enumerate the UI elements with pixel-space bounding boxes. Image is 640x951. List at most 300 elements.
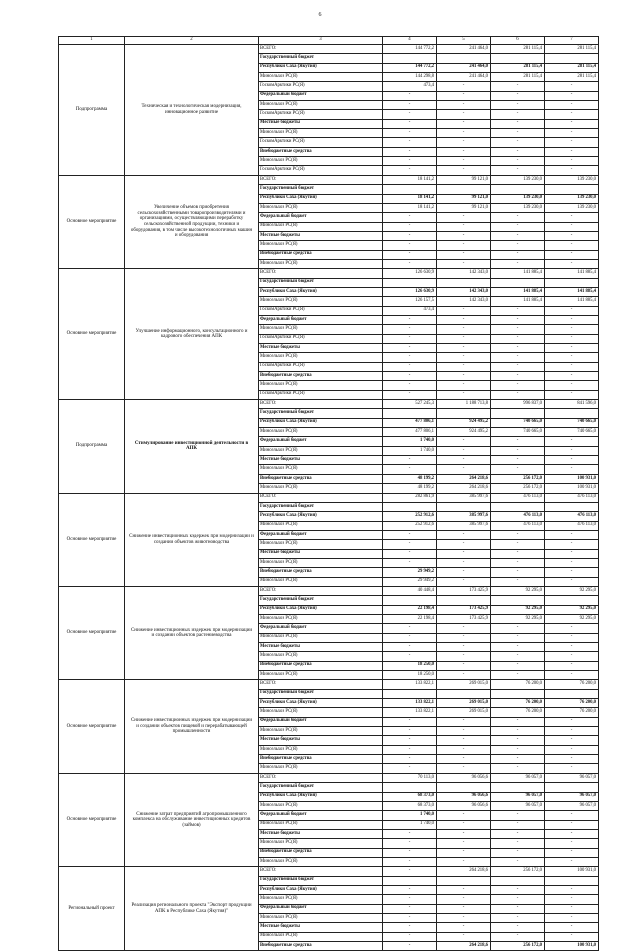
amount-cell: 173 425,9 [437, 605, 491, 614]
amount-cell: - [491, 558, 545, 567]
amount-cell: 142 343,0 [437, 269, 491, 278]
table-row [59, 680, 599, 689]
amount-cell [545, 54, 599, 63]
amount-cell: - [383, 166, 437, 175]
funding-source-label: Минсельхоз РС(Я) [259, 652, 383, 661]
block-type: Основное мероприятие [59, 175, 125, 268]
amount-cell: - [383, 101, 437, 110]
amount-cell: - [491, 848, 545, 857]
amount-cell: - [491, 213, 545, 222]
amount-cell: - [437, 138, 491, 147]
amount-cell: 18 141,2 [383, 194, 437, 203]
amount-cell: - [491, 530, 545, 539]
amount-cell: 256 172,0 [491, 484, 545, 493]
amount-cell: 29 949,2 [383, 568, 437, 577]
amount-cell: 385 997,6 [437, 493, 491, 502]
amount-cell: - [437, 839, 491, 848]
amount-cell [437, 54, 491, 63]
funding-source-label: Внебюджетные средства [259, 942, 383, 951]
amount-cell: - [491, 231, 545, 240]
amount-cell: - [383, 213, 437, 222]
funding-source-label: Государственный бюджет [259, 783, 383, 792]
amount-cell: - [437, 334, 491, 343]
funding-source-label: Минсельхоз РС(Я) [259, 913, 383, 922]
amount-cell: - [437, 250, 491, 259]
funding-source-label: Минсельхоз РС(Я) [259, 101, 383, 110]
amount-cell: 76 200,0 [545, 708, 599, 717]
block-type: Региональный проект [59, 867, 125, 951]
amount-cell: 29 949,2 [383, 577, 437, 586]
funding-source-label: ВСЕГО: [259, 45, 383, 54]
amount-cell: - [437, 119, 491, 128]
amount-cell: 100 931,0 [545, 942, 599, 951]
funding-source-label: Государственный бюджет [259, 876, 383, 885]
amount-cell: - [383, 110, 437, 119]
amount-cell: - [545, 558, 599, 567]
amount-cell: - [383, 334, 437, 343]
column-number: 2 [125, 37, 259, 45]
amount-cell: 96 056,6 [437, 792, 491, 801]
amount-cell: - [437, 736, 491, 745]
amount-cell: - [545, 157, 599, 166]
amount-cell: - [491, 820, 545, 829]
amount-cell: 68 373,0 [383, 792, 437, 801]
amount-cell: - [491, 652, 545, 661]
amount-cell: - [491, 745, 545, 754]
funding-source-label: Минсельхоз РС(Я) [259, 428, 383, 437]
amount-cell: 92 295,0 [545, 586, 599, 595]
amount-cell: 96 056,6 [437, 801, 491, 810]
amount-cell: 76 200,0 [491, 708, 545, 717]
amount-cell: - [437, 549, 491, 558]
amount-cell: - [383, 727, 437, 736]
amount-cell: - [545, 568, 599, 577]
amount-cell: 281 115,4 [491, 45, 545, 54]
amount-cell: - [383, 624, 437, 633]
amount-cell: - [437, 558, 491, 567]
amount-cell: - [437, 727, 491, 736]
funding-source-label: Минсельхоз РС(Я) [259, 129, 383, 138]
amount-cell: - [383, 932, 437, 941]
amount-cell: 282 861,9 [383, 493, 437, 502]
amount-cell: - [437, 745, 491, 754]
amount-cell: - [491, 315, 545, 324]
amount-cell: - [383, 764, 437, 773]
funding-source-label: Минсельхоз РС(Я) [259, 297, 383, 306]
amount-cell: - [491, 736, 545, 745]
amount-cell: - [383, 353, 437, 362]
amount-cell: - [545, 465, 599, 474]
amount-cell: 18 141,2 [383, 203, 437, 212]
amount-cell: - [491, 923, 545, 932]
amount-cell: 100 931,0 [545, 867, 599, 876]
amount-cell: - [491, 727, 545, 736]
amount-cell: 281 115,4 [545, 45, 599, 54]
amount-cell: 281 115,4 [491, 73, 545, 82]
funding-source-label: ВСЕГО: [259, 773, 383, 782]
amount-cell: - [545, 624, 599, 633]
amount-cell: 76 200,0 [545, 680, 599, 689]
amount-cell: - [491, 91, 545, 100]
funding-source-label: Федеральный бюджет [259, 213, 383, 222]
amount-cell [383, 409, 437, 418]
amount-cell: - [383, 381, 437, 390]
column-number-row [59, 37, 599, 45]
amount-cell: - [491, 334, 545, 343]
amount-cell: 385 997,6 [437, 521, 491, 530]
amount-cell: - [545, 671, 599, 680]
amount-cell: 281 115,4 [491, 63, 545, 72]
amount-cell: - [383, 904, 437, 913]
funding-source-label: Республики Саха (Якутия) [259, 792, 383, 801]
amount-cell: - [491, 325, 545, 334]
amount-cell: - [383, 91, 437, 100]
block-name: Снижение инвестиционных кэдержек при модернизации и создании объектов животноводства [125, 493, 259, 586]
amount-cell: - [491, 101, 545, 110]
amount-cell [437, 876, 491, 885]
amount-cell: 1 740,0 [383, 437, 437, 446]
amount-cell: 256 172,0 [491, 474, 545, 483]
amount-cell: - [437, 456, 491, 465]
block-name: Улучшение информационного, консультационного и кадрового обеспечения АПК [125, 269, 259, 400]
funding-source-label: ВСЕГО: [259, 269, 383, 278]
amount-cell: - [383, 643, 437, 652]
amount-cell [383, 54, 437, 63]
amount-cell [545, 596, 599, 605]
amount-cell: - [545, 633, 599, 642]
amount-cell: - [545, 829, 599, 838]
amount-cell: - [437, 222, 491, 231]
amount-cell: 281 115,4 [545, 63, 599, 72]
amount-cell: - [437, 241, 491, 250]
amount-cell: - [383, 119, 437, 128]
column-number: 1 [59, 37, 125, 45]
amount-cell: - [545, 717, 599, 726]
amount-cell: - [437, 315, 491, 324]
funding-source-label: Республики Саха (Якутия) [259, 605, 383, 614]
amount-cell: - [545, 437, 599, 446]
amount-cell: - [491, 306, 545, 315]
amount-cell: 142 343,0 [437, 297, 491, 306]
amount-cell: - [491, 885, 545, 894]
amount-cell: 252 912,6 [383, 512, 437, 521]
amount-cell: - [545, 353, 599, 362]
amount-cell: - [383, 867, 437, 876]
amount-cell: - [437, 530, 491, 539]
table-row [59, 773, 599, 782]
amount-cell: - [383, 390, 437, 399]
funding-source-label: Минсельхоз РС(Я) [259, 157, 383, 166]
amount-cell: - [437, 568, 491, 577]
amount-cell: 476 113,0 [491, 512, 545, 521]
amount-cell: - [437, 110, 491, 119]
amount-cell: - [383, 259, 437, 268]
budget-table [58, 36, 599, 951]
amount-cell: - [437, 652, 491, 661]
amount-cell: - [437, 577, 491, 586]
funding-source-label: Минсельхоз РС(Я) [259, 259, 383, 268]
amount-cell: - [383, 633, 437, 642]
amount-cell [437, 783, 491, 792]
amount-cell: - [437, 633, 491, 642]
amount-cell: 76 200,0 [491, 699, 545, 708]
amount-cell: - [383, 250, 437, 259]
amount-cell: 92 295,0 [491, 586, 545, 595]
amount-cell [437, 596, 491, 605]
amount-cell: - [545, 344, 599, 353]
amount-cell [491, 54, 545, 63]
amount-cell: 473,4 [383, 82, 437, 91]
amount-cell: - [437, 390, 491, 399]
funding-source-label: Внебюджетные средства [259, 848, 383, 857]
funding-source-label: ГоскомАрктики РС(Я) [259, 390, 383, 399]
amount-cell [491, 689, 545, 698]
amount-cell: - [545, 250, 599, 259]
amount-cell: - [491, 829, 545, 838]
amount-cell: 740 665,0 [545, 418, 599, 427]
amount-cell: - [491, 250, 545, 259]
amount-cell: - [491, 381, 545, 390]
block-type: Подпрограмма [59, 400, 125, 493]
amount-cell: 96 057,0 [491, 792, 545, 801]
amount-cell: 477 806,1 [383, 418, 437, 427]
funding-source-label: ГоскомАрктики РС(Я) [259, 334, 383, 343]
amount-cell: - [383, 942, 437, 951]
amount-cell: 126 630,9 [383, 269, 437, 278]
block-name: Реализация регионального проекта "Экспорт продукции АПК в Республике Саха (Якутия)" [125, 867, 259, 951]
block-type: Основное мероприятие [59, 680, 125, 773]
block-type: Основное мероприятие [59, 269, 125, 400]
amount-cell: - [491, 110, 545, 119]
amount-cell: - [491, 157, 545, 166]
amount-cell: - [383, 839, 437, 848]
amount-cell: - [491, 222, 545, 231]
amount-cell: - [545, 222, 599, 231]
amount-cell: - [491, 82, 545, 91]
amount-cell: - [491, 372, 545, 381]
amount-cell: - [545, 129, 599, 138]
amount-cell: - [383, 344, 437, 353]
funding-source-label: Минсельхоз РС(Я) [259, 381, 383, 390]
amount-cell: - [437, 231, 491, 240]
amount-cell: - [491, 147, 545, 156]
amount-cell [491, 409, 545, 418]
amount-cell: - [545, 306, 599, 315]
amount-cell: - [545, 820, 599, 829]
table-row [59, 269, 599, 278]
amount-cell: - [437, 101, 491, 110]
amount-cell: - [437, 157, 491, 166]
amount-cell: - [383, 222, 437, 231]
table-row [59, 175, 599, 184]
amount-cell [491, 185, 545, 194]
funding-source-label: Федеральный бюджет [259, 91, 383, 100]
amount-cell: 68 373,0 [383, 801, 437, 810]
block-name: Стимулирование инвестиционной деятельности в АПК [125, 400, 259, 493]
amount-cell: - [437, 147, 491, 156]
funding-source-label: Минсельхоз РС(Я) [259, 932, 383, 941]
amount-cell: 92 295,0 [545, 605, 599, 614]
amount-cell: - [491, 456, 545, 465]
amount-cell: - [437, 829, 491, 838]
amount-cell: 96 057,0 [545, 801, 599, 810]
amount-cell: 133 822,1 [383, 680, 437, 689]
amount-cell: - [383, 755, 437, 764]
amount-cell [545, 876, 599, 885]
block-name: Снижение затрат предприятий агропромышленного комплекса на обслуживание инвестиционных кредитов (займов) [125, 773, 259, 866]
amount-cell: - [545, 456, 599, 465]
amount-cell: - [545, 895, 599, 904]
funding-source-label: Местные бюджеты [259, 231, 383, 240]
amount-cell: - [545, 147, 599, 156]
amount-cell [545, 783, 599, 792]
amount-cell: - [383, 147, 437, 156]
funding-source-label: Республики Саха (Якутия) [259, 512, 383, 521]
amount-cell: - [545, 885, 599, 894]
funding-source-label: Государственный бюджет [259, 54, 383, 63]
amount-cell: - [491, 577, 545, 586]
column-number: 7 [545, 37, 599, 45]
amount-cell: - [491, 661, 545, 670]
amount-cell: - [545, 848, 599, 857]
amount-cell: - [437, 661, 491, 670]
amount-cell: 141 885,4 [491, 297, 545, 306]
amount-cell: 477 806,1 [383, 428, 437, 437]
block-type: Основное мероприятие [59, 586, 125, 679]
amount-cell: - [383, 138, 437, 147]
amount-cell: 476 113,0 [545, 521, 599, 530]
amount-cell [491, 876, 545, 885]
funding-source-label: Внебюджетные средства [259, 250, 383, 259]
column-number: 5 [437, 37, 491, 45]
funding-source-label: ГоскомАрктики РС(Я) [259, 166, 383, 175]
amount-cell: - [545, 764, 599, 773]
amount-cell [383, 278, 437, 287]
amount-cell: - [491, 166, 545, 175]
amount-cell: - [491, 633, 545, 642]
amount-cell: - [437, 465, 491, 474]
amount-cell: - [437, 717, 491, 726]
amount-cell: 144 772,2 [383, 45, 437, 54]
funding-source-label: Минсельхоз РС(Я) [259, 446, 383, 455]
amount-cell: - [383, 857, 437, 866]
amount-cell: - [437, 904, 491, 913]
amount-cell: - [491, 839, 545, 848]
amount-cell: 139 230,0 [491, 194, 545, 203]
funding-source-label: Минсельхоз РС(Я) [259, 465, 383, 474]
amount-cell: 264 218,6 [437, 942, 491, 951]
amount-cell: - [545, 390, 599, 399]
amount-cell: - [437, 540, 491, 549]
funding-source-label: Государственный бюджет [259, 596, 383, 605]
funding-source-label: Государственный бюджет [259, 278, 383, 287]
amount-cell: - [383, 895, 437, 904]
amount-cell: - [437, 353, 491, 362]
amount-cell: - [491, 549, 545, 558]
amount-cell: 96 057,0 [545, 792, 599, 801]
funding-source-label: Минсельхоз РС(Я) [259, 708, 383, 717]
amount-cell: - [545, 91, 599, 100]
amount-cell: - [437, 437, 491, 446]
funding-source-label: ВСЕГО: [259, 680, 383, 689]
amount-cell: - [383, 540, 437, 549]
amount-cell: 133 822,1 [383, 708, 437, 717]
funding-source-label: Минсельхоз РС(Я) [259, 727, 383, 736]
funding-source-label: Местные бюджеты [259, 456, 383, 465]
amount-cell: - [383, 717, 437, 726]
amount-cell: 100 931,0 [545, 484, 599, 493]
amount-cell: - [545, 315, 599, 324]
amount-cell: - [545, 334, 599, 343]
amount-cell [437, 502, 491, 511]
funding-source-label: Минсельхоз РС(Я) [259, 241, 383, 250]
amount-cell: 141 885,4 [545, 287, 599, 296]
amount-cell: - [545, 923, 599, 932]
amount-cell: 1 740,0 [383, 811, 437, 820]
funding-source-label: Внебюджетные средства [259, 147, 383, 156]
funding-source-label: Минсельхоз РС(Я) [259, 73, 383, 82]
amount-cell: - [437, 259, 491, 268]
amount-cell: - [545, 811, 599, 820]
amount-cell: - [491, 540, 545, 549]
amount-cell: - [383, 885, 437, 894]
amount-cell: 99 121,0 [437, 203, 491, 212]
amount-cell: 269 015,0 [437, 680, 491, 689]
funding-source-label: Минсельхоз РС(Я) [259, 558, 383, 567]
amount-cell: - [545, 913, 599, 922]
amount-cell: 139 230,0 [491, 203, 545, 212]
amount-cell: 96 057,0 [545, 773, 599, 782]
amount-cell: - [545, 372, 599, 381]
amount-cell: - [437, 91, 491, 100]
amount-cell: 141 885,4 [545, 269, 599, 278]
amount-cell: - [545, 119, 599, 128]
amount-cell: - [545, 904, 599, 913]
amount-cell [383, 185, 437, 194]
amount-cell: 527 245,3 [383, 400, 437, 409]
amount-cell: 96 056,6 [437, 773, 491, 782]
amount-cell: 96 057,0 [491, 801, 545, 810]
amount-cell: 18 141,2 [383, 175, 437, 184]
amount-cell: 252 912,6 [383, 521, 437, 530]
amount-cell: - [383, 241, 437, 250]
amount-cell: 264 218,6 [437, 484, 491, 493]
amount-cell: - [491, 353, 545, 362]
amount-cell: 18 250,0 [383, 671, 437, 680]
amount-cell [383, 689, 437, 698]
amount-cell: - [437, 381, 491, 390]
amount-cell: - [491, 119, 545, 128]
amount-cell: - [437, 857, 491, 866]
amount-cell [491, 278, 545, 287]
amount-cell: - [545, 661, 599, 670]
funding-source-label: ГоскомАрктики РС(Я) [259, 306, 383, 315]
amount-cell: - [491, 755, 545, 764]
table-row [59, 400, 599, 409]
funding-source-label: Государственный бюджет [259, 689, 383, 698]
amount-cell: 740 665,0 [491, 418, 545, 427]
block-name: Снижение инвестиционных издержек при модернизации и создании объектов пищевой и перерабатывающей промышленности [125, 680, 259, 773]
amount-cell: 740 665,0 [545, 428, 599, 437]
amount-cell: - [437, 325, 491, 334]
amount-cell: 139 230,0 [545, 175, 599, 184]
amount-cell: - [545, 325, 599, 334]
amount-cell: - [383, 362, 437, 371]
block-name: Техническая и технологическая модернизация, инновационное развитие [125, 45, 259, 176]
amount-cell: - [437, 671, 491, 680]
block-name: Увеличение объемов приобретения сельскохозяйственными товаропроизводителями и организациями, осуществляющими переработку сельскохозяйственной продукции, техники и оборудования, в том числе высокотехнологичных машин и оборудования [125, 175, 259, 268]
amount-cell: - [545, 213, 599, 222]
